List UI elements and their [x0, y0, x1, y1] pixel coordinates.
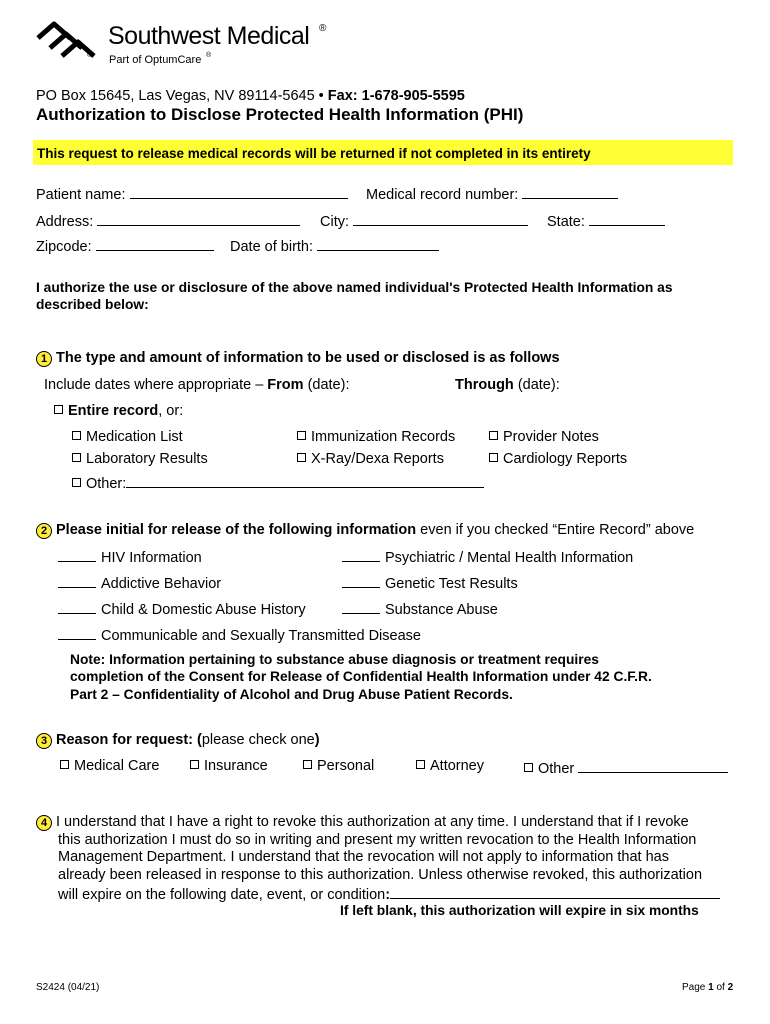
checkbox-icon[interactable]: [54, 405, 63, 414]
through-label: Through: [455, 377, 514, 393]
section4-colon: :: [385, 887, 391, 903]
date-range-from[interactable]: [44, 377, 349, 393]
zip-label: Zipcode:: [36, 239, 92, 255]
page-current: 1: [708, 982, 714, 993]
section3-heading-bold: Reason for request:: [56, 732, 197, 748]
from-date-label: (date):: [303, 377, 350, 393]
page-label: Page: [682, 982, 709, 993]
expiration-line[interactable]: [390, 884, 720, 899]
reason-other[interactable]: [524, 758, 728, 777]
checkbox-label: Laboratory Results: [86, 451, 208, 467]
checkbox-label: X-Ray/Dexa Reports: [311, 451, 444, 467]
initial-substance-abuse[interactable]: [342, 600, 498, 618]
initial-label: Addictive Behavior: [101, 576, 222, 592]
section2-heading-bold: Please initial for release of the following information: [56, 522, 417, 538]
initial-line[interactable]: [58, 574, 96, 588]
note-line-3: Part 2 – Confidentiality of Alcohol and Drug Abuse Patient Records.: [70, 687, 513, 702]
section1-heading-text: The type and amount of information to be used or disclosed is as follows: [56, 350, 560, 366]
mrn-line[interactable]: [522, 184, 618, 199]
section4-line-4: already been released in response to this authorization. Unless otherwise revoked, this authorization: [58, 866, 703, 883]
initial-label: Child & Domestic Abuse History: [101, 602, 306, 618]
checkbox-xray-dexa-reports[interactable]: [297, 451, 444, 467]
reason-label: Medical Care: [74, 758, 160, 774]
initial-line[interactable]: [342, 574, 380, 588]
checkbox-icon[interactable]: [303, 760, 312, 769]
initial-hiv[interactable]: [58, 548, 202, 566]
fax-number: Fax: 1-678-905-5595: [327, 88, 465, 104]
initial-psychiatric[interactable]: [342, 548, 633, 566]
section2-number-icon: 2: [36, 523, 52, 539]
reason-attorney[interactable]: [416, 758, 484, 774]
checkbox-medication-list[interactable]: [72, 429, 183, 445]
section4-line-3: Management Department. I understand that the revocation will not apply to information that has: [58, 849, 669, 865]
through-date-label: (date):: [513, 377, 560, 393]
address-line[interactable]: [97, 211, 300, 226]
section4-line-2: this authorization I must do so in writing and present my written revocation to the Health Information: [58, 831, 697, 848]
checkbox-icon[interactable]: [72, 478, 81, 487]
city-field[interactable]: [320, 211, 528, 230]
section1-heading: [36, 350, 560, 367]
section4-line-5[interactable]: [36, 884, 720, 905]
checkbox-icon[interactable]: [416, 760, 425, 769]
reason-label: Other: [538, 761, 575, 777]
checkbox-icon[interactable]: [297, 453, 306, 462]
patient-name-label: Patient name:: [36, 187, 126, 203]
section3-number-icon: 3: [36, 733, 52, 749]
initial-communicable-disease[interactable]: [58, 626, 421, 644]
section4-paragraph: [36, 814, 720, 905]
expire-note: If left blank, this authorization will expire in six months: [340, 903, 699, 918]
mailing-address: PO Box 15645, Las Vegas, NV 89114-5645 •: [36, 88, 328, 104]
dob-field[interactable]: [230, 236, 439, 255]
initial-line[interactable]: [58, 548, 96, 562]
address-field[interactable]: [36, 211, 300, 230]
initial-label: Communicable and Sexually Transmitted Disease: [101, 628, 421, 644]
section3-heading-rest: please check one: [201, 732, 315, 748]
state-line[interactable]: [589, 211, 665, 226]
section2-heading-rest: even if you checked “Entire Record” above: [416, 522, 695, 538]
checkbox-icon[interactable]: [489, 431, 498, 440]
zip-field[interactable]: [36, 236, 214, 255]
address-label: Address:: [36, 214, 94, 230]
brand-registered-mark-small: ®: [87, 50, 93, 59]
reason-insurance[interactable]: [190, 758, 268, 774]
checkbox-icon[interactable]: [72, 453, 81, 462]
brand-registered-mark: ®: [319, 23, 327, 34]
section2-heading: [36, 522, 694, 539]
initial-label: Genetic Test Results: [385, 576, 518, 592]
checkbox-cardiology-reports[interactable]: [489, 451, 627, 467]
dates-prefix: Include dates where appropriate –: [44, 377, 268, 393]
note-line-1: Note: Information pertaining to substance abuse diagnosis or treatment requires: [70, 652, 599, 667]
patient-name-field[interactable]: [36, 184, 348, 203]
initial-line[interactable]: [58, 600, 96, 614]
checkbox-label: Cardiology Reports: [503, 451, 628, 467]
checkbox-icon[interactable]: [72, 431, 81, 440]
page-of: of: [713, 982, 728, 993]
reason-medical-care[interactable]: [60, 758, 159, 774]
checkbox-label: Provider Notes: [503, 429, 599, 445]
page-title: Authorization to Disclose Protected Health Information (PHI): [36, 105, 524, 124]
state-label: State:: [547, 214, 585, 230]
checkbox-icon[interactable]: [524, 763, 533, 772]
initial-addictive-behavior[interactable]: [58, 574, 221, 592]
checkbox-label: Medication List: [86, 429, 183, 445]
note-line-2: completion of the Consent for Release of Confidential Health Information under 42 C.F.R.: [70, 669, 652, 684]
city-label: City:: [320, 214, 349, 230]
date-range-through[interactable]: [455, 377, 560, 393]
checkbox-immunization-records[interactable]: [297, 429, 455, 445]
checkbox-label: Immunization Records: [311, 429, 456, 445]
checkbox-other[interactable]: [72, 473, 484, 492]
entire-record-checkbox[interactable]: [54, 403, 183, 419]
mrn-label: Medical record number:: [366, 187, 519, 203]
mrn-field[interactable]: [366, 184, 618, 203]
initial-line[interactable]: [58, 626, 96, 640]
page-number: [682, 982, 733, 993]
entire-record-label: Entire record: [68, 403, 159, 419]
section4-line-1: [36, 814, 720, 832]
form-code: S2424 (04/21): [36, 982, 100, 993]
initial-genetic-tests[interactable]: [342, 574, 518, 592]
section4-text-1: I understand that I have a right to revoke this authorization at any time. I understand that if I revoke: [56, 814, 689, 830]
checkbox-laboratory-results[interactable]: [72, 451, 208, 467]
initial-child-domestic-abuse[interactable]: [58, 600, 306, 618]
authorize-statement-2: described below:: [36, 297, 149, 312]
brand-name: Southwest Medical: [108, 22, 310, 50]
section4-text-5: will expire on the following date, event, or condition: [58, 887, 386, 903]
reason-label: Personal: [317, 758, 375, 774]
address-line: [36, 88, 465, 104]
checkbox-icon[interactable]: [489, 453, 498, 462]
reason-label: Insurance: [204, 758, 268, 774]
authorize-statement-1: I authorize the use or disclosure of the above named individual's Protected Health Information as: [36, 280, 673, 295]
logo-mark-icon: [36, 20, 106, 60]
checkbox-provider-notes[interactable]: [489, 429, 599, 445]
brand-sub-mark: ®: [206, 52, 212, 59]
initial-line[interactable]: [342, 600, 380, 614]
dob-line[interactable]: [317, 236, 439, 251]
other-line[interactable]: [126, 473, 484, 488]
checkbox-icon[interactable]: [190, 760, 199, 769]
section4-number-icon: 4: [36, 815, 52, 831]
initial-label: Psychiatric / Mental Health Information: [385, 550, 634, 566]
initial-label: Substance Abuse: [385, 602, 498, 618]
checkbox-icon[interactable]: [297, 431, 306, 440]
reason-other-line[interactable]: [578, 758, 728, 773]
warning-banner-text: This request to release medical records will be returned if not completed in its entirety: [37, 146, 591, 161]
zip-line[interactable]: [96, 236, 214, 251]
state-field[interactable]: [547, 211, 665, 230]
page-total: 2: [727, 982, 734, 993]
section1-number-icon: 1: [36, 351, 52, 367]
initial-line[interactable]: [342, 548, 380, 562]
checkbox-icon[interactable]: [60, 760, 69, 769]
patient-name-line[interactable]: [130, 184, 348, 199]
initial-label: HIV Information: [101, 550, 202, 566]
warning-banner: [33, 140, 733, 165]
section3-heading-paren: (: [197, 732, 202, 748]
logo: [36, 20, 336, 70]
city-line[interactable]: [353, 211, 528, 226]
dob-label: Date of birth:: [230, 239, 314, 255]
reason-label: Attorney: [430, 758, 484, 774]
section3-heading: [36, 732, 320, 749]
from-label: From: [267, 377, 304, 393]
brand-sub: Part of OptumCare: [109, 54, 202, 66]
reason-personal[interactable]: [303, 758, 374, 774]
section3-heading-close: ): [314, 732, 320, 748]
entire-record-or: , or:: [158, 403, 184, 419]
checkbox-label: Other:: [86, 476, 127, 492]
